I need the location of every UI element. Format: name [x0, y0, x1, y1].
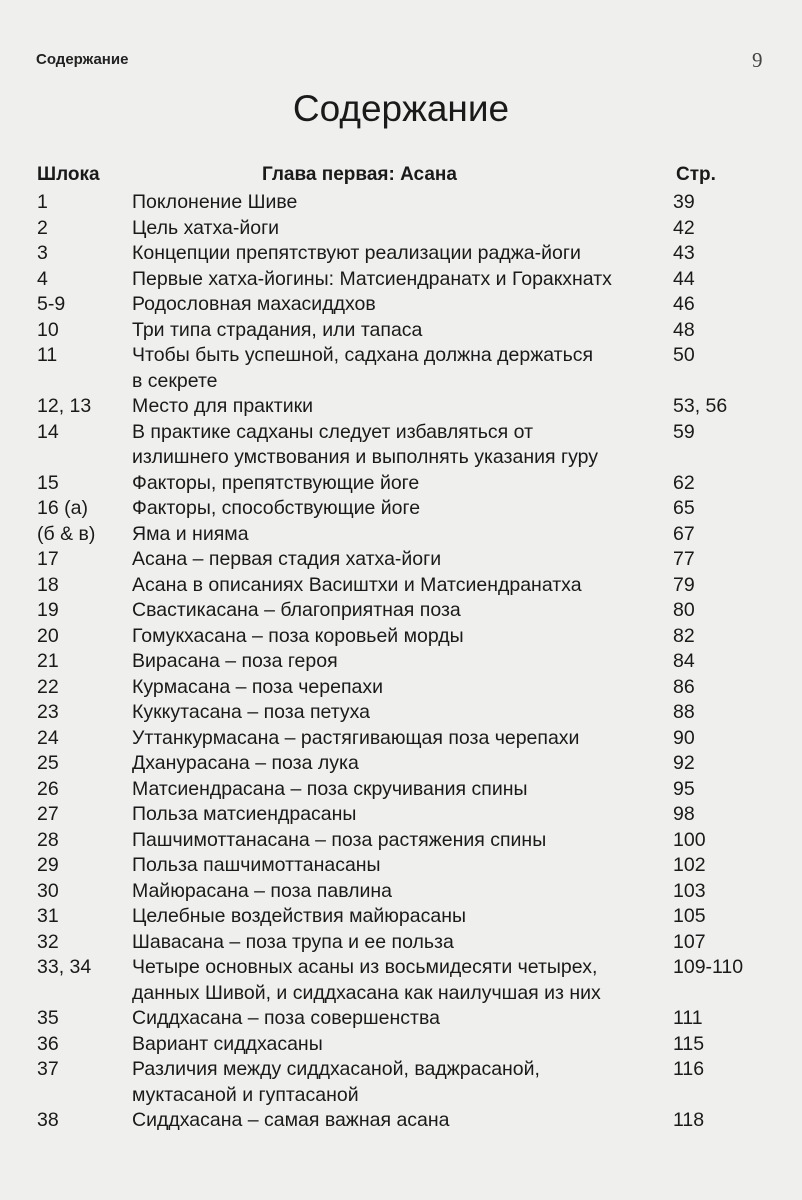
toc-page: 59: [673, 420, 695, 443]
toc-shloka: 16 (а): [37, 497, 88, 519]
toc-shloka: (б & в): [37, 522, 96, 545]
toc-title: Место для практики: [132, 395, 314, 417]
toc-title: Сиддхасана – самая важная асана: [132, 1109, 450, 1131]
header-chapter: Глава первая: Асана: [262, 164, 457, 185]
toc-title: Четыре основных асаны из восьмидесяти четырех, данных Шивой, и сиддхасана как наилучшая из них: [132, 956, 601, 1004]
toc-row: [0, 1006, 802, 1032]
toc-page: 39: [673, 191, 695, 213]
toc-title: Вирасана – поза героя: [132, 650, 338, 672]
toc-row: [0, 802, 802, 828]
toc-row: [0, 955, 802, 1006]
toc-shloka: 14: [37, 420, 59, 443]
toc-shloka: 12, 13: [37, 395, 92, 417]
toc-shloka: 29: [37, 854, 59, 876]
header-page: Стр.: [676, 164, 716, 185]
toc-title: Родословная махасиддхов: [132, 293, 376, 315]
toc-page: 116: [673, 1058, 705, 1080]
toc-row: [0, 573, 802, 599]
toc-shloka: 3: [37, 242, 48, 264]
running-head: Содержание: [36, 51, 129, 68]
toc-page: 95: [673, 777, 695, 800]
toc-row: [0, 318, 802, 344]
toc-shloka: 28: [37, 828, 59, 851]
toc-shloka: 27: [37, 803, 59, 825]
toc-page: 65: [673, 497, 695, 519]
toc-page: 92: [673, 752, 695, 774]
toc-shloka: 10: [37, 318, 59, 341]
toc-page: 118: [673, 1109, 705, 1131]
toc-title: Асана в описаниях Васиштхи и Матсиендранатха: [132, 573, 582, 596]
toc-row: [0, 292, 802, 318]
toc-shloka: 19: [37, 599, 59, 621]
toc-row: [0, 726, 802, 752]
toc-page: 77: [673, 548, 695, 570]
toc-shloka: 23: [37, 701, 59, 723]
toc-shloka: 11: [37, 344, 58, 366]
toc-page: 43: [673, 242, 695, 264]
toc-title: Факторы, препятствующие йоге: [132, 471, 420, 494]
toc-page: 90: [673, 726, 695, 749]
toc-shloka: 33, 34: [37, 956, 92, 978]
toc-row: [0, 343, 802, 394]
toc-row: [0, 828, 802, 854]
table-of-contents: [0, 190, 802, 1134]
header-shloka: Шлока: [37, 164, 100, 185]
toc-page: 107: [673, 930, 706, 953]
toc-shloka: 35: [37, 1007, 59, 1029]
toc-row: [0, 216, 802, 242]
toc-shloka: 2: [37, 216, 48, 239]
toc-title: Яма и нияма: [132, 522, 249, 545]
toc-title: Вариант сиддхасаны: [132, 1032, 323, 1055]
toc-shloka: 21: [37, 650, 59, 672]
toc-title: Майюрасана – поза павлина: [132, 879, 392, 902]
toc-shloka: 37: [37, 1058, 59, 1080]
toc-title: Концепции препятствуют реализации раджа-йоги: [132, 242, 581, 264]
toc-title: Куккутасана – поза петуха: [132, 701, 371, 723]
toc-page: 111: [673, 1007, 703, 1029]
toc-title: Сиддхасана – поза совершенства: [132, 1007, 440, 1029]
toc-page: 86: [673, 675, 695, 698]
toc-row: [0, 1032, 802, 1058]
toc-shloka: 36: [37, 1032, 59, 1055]
toc-row: [0, 522, 802, 548]
toc-page: 67: [673, 522, 695, 545]
toc-shloka: 25: [37, 752, 59, 774]
toc-title: Первые хатха-йогины: Матсиендранатх и Горакхнатх: [132, 267, 612, 290]
toc-row: [0, 751, 802, 777]
toc-page: 84: [673, 650, 695, 672]
toc-title: Курмасана – поза черепахи: [132, 675, 384, 698]
toc-row: [0, 241, 802, 267]
toc-row: [0, 1057, 802, 1108]
toc-title: Матсиендрасана – поза скручивания спины: [132, 777, 528, 800]
toc-row: [0, 1108, 802, 1134]
toc-shloka: 1: [37, 191, 48, 213]
toc-row: [0, 675, 802, 701]
toc-row: [0, 547, 802, 573]
toc-shloka: 4: [37, 267, 48, 290]
toc-title: Различия между сиддхасаной, ваджрасаной, муктасаной и гуптасаной: [132, 1058, 540, 1106]
toc-page: 102: [673, 854, 706, 876]
toc-shloka: 38: [37, 1109, 59, 1131]
toc-row: [0, 700, 802, 726]
toc-row: [0, 190, 802, 216]
toc-title: Уттанкурмасана – растягивающая поза черепахи: [132, 726, 580, 749]
toc-shloka: 20: [37, 624, 59, 647]
toc-page: 115: [673, 1032, 705, 1055]
toc-page: 100: [673, 828, 706, 851]
toc-page: 46: [673, 293, 695, 315]
toc-page: 98: [673, 803, 695, 825]
toc-shloka: 22: [37, 675, 59, 698]
toc-page: 50: [673, 344, 695, 366]
toc-row: [0, 598, 802, 624]
toc-title: Польза пашчимоттанасаны: [132, 854, 381, 876]
toc-title: Поклонение Шиве: [132, 191, 298, 213]
toc-page: 62: [673, 471, 695, 494]
toc-page: 103: [673, 879, 706, 902]
toc-row: [0, 394, 802, 420]
toc-title: Чтобы быть успешной, садхана должна держаться в секрете: [132, 344, 594, 392]
toc-title: Польза матсиендрасаны: [132, 803, 357, 825]
toc-title: Дханурасана – поза лука: [132, 752, 359, 774]
toc-shloka: 30: [37, 879, 59, 902]
toc-row: [0, 777, 802, 803]
toc-page: 105: [673, 905, 706, 927]
toc-row: [0, 930, 802, 956]
toc-shloka: 17: [37, 548, 59, 570]
toc-row: [0, 904, 802, 930]
toc-row: [0, 471, 802, 497]
toc-title: Асана – первая стадия хатха-йоги: [132, 548, 442, 570]
toc-title: Гомукхасана – поза коровьей морды: [132, 624, 464, 647]
toc-row: [0, 649, 802, 675]
toc-title: Цель хатха-йоги: [132, 216, 280, 239]
toc-row: [0, 853, 802, 879]
toc-title: Три типа страдания, или тапаса: [132, 318, 423, 341]
toc-title: В практике садханы следует избавляться от излишнего умствования и выполнять указания гуру: [132, 420, 598, 468]
toc-title: Шавасана – поза трупа и ее польза: [132, 930, 454, 953]
toc-row: [0, 879, 802, 905]
toc-page: 80: [673, 599, 695, 621]
toc-title: Пашчимоттанасана – поза растяжения спины: [132, 828, 547, 851]
toc-page: 44: [673, 267, 695, 290]
toc-shloka: 31: [37, 905, 59, 927]
toc-page: 53, 56: [673, 395, 728, 417]
toc-page: 88: [673, 701, 695, 723]
toc-row: [0, 624, 802, 650]
toc-title: Свастикасана – благоприятная поза: [132, 599, 461, 621]
page-title: Содержание: [292, 88, 510, 129]
toc-shloka: 18: [37, 573, 59, 596]
toc-row: [0, 267, 802, 293]
toc-title: Целебные воздействия майюрасаны: [132, 905, 466, 927]
toc-shloka: 15: [37, 471, 59, 494]
toc-row: [0, 496, 802, 522]
toc-shloka: 24: [37, 726, 59, 749]
toc-shloka: 26: [37, 777, 59, 800]
page-number: 9: [752, 48, 763, 72]
toc-page: 42: [673, 216, 695, 239]
toc-page: 82: [673, 624, 695, 647]
toc-title: Факторы, способствующие йоге: [132, 497, 421, 519]
toc-page: 48: [673, 318, 695, 341]
toc-shloka: 5-9: [37, 293, 66, 315]
toc-page: 109-110: [673, 956, 744, 978]
toc-row: [0, 420, 802, 471]
toc-shloka: 32: [37, 930, 59, 953]
toc-page: 79: [673, 573, 695, 596]
